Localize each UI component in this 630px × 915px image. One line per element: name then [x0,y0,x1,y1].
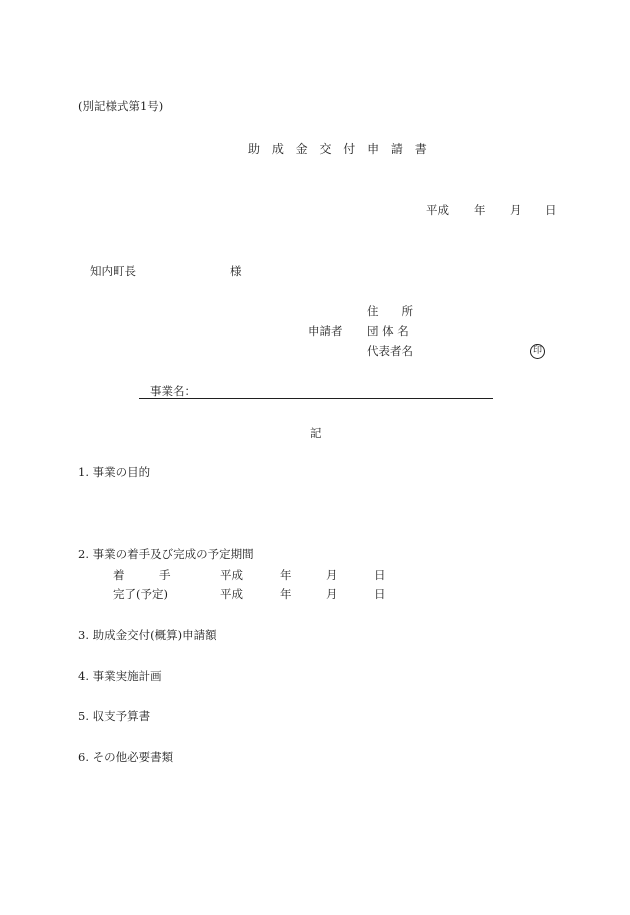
date-day: 日 [545,203,557,217]
end-label: 完了(予定) [113,587,168,601]
addressee-honorific: 様 [230,264,242,278]
item-4: 4. 事業実施計画 [78,669,162,683]
end-month: 月 [326,587,338,601]
start-era: 平成 [220,568,243,582]
start-day: 日 [374,568,386,582]
item-5: 5. 収支予算書 [78,709,151,723]
end-day: 日 [374,587,386,601]
addressee-name: 知内町長 [90,264,136,278]
applicant-rep-name-label: 代表者名 [367,344,413,358]
applicant-address-label: 住 所 [367,304,413,318]
start-month: 月 [326,568,338,582]
ki-heading: 記 [310,426,322,440]
item-3: 3. 助成金交付(概算)申請額 [78,628,217,642]
document-title: 助 成 金 交 付 申 請 書 [248,142,431,156]
applicant-label: 申請者 [308,324,343,338]
item-6: 6. その他必要書類 [78,750,174,764]
date-year: 年 [474,203,486,217]
seal-mark: 印 [530,344,545,359]
start-label: 着 手 [113,568,171,582]
applicant-org-name-label: 団 体 名 [367,324,409,338]
date-era: 平成 [426,203,449,217]
form-number: (別記様式第1号) [78,99,164,113]
item-1: 1. 事業の目的 [78,465,151,479]
project-name-underline [139,398,493,399]
end-year: 年 [280,587,292,601]
item-2: 2. 事業の着手及び完成の予定期間 [78,547,254,561]
date-month: 月 [510,203,522,217]
start-year: 年 [280,568,292,582]
project-name-label: 事業名： [150,384,196,398]
end-era: 平成 [220,587,243,601]
